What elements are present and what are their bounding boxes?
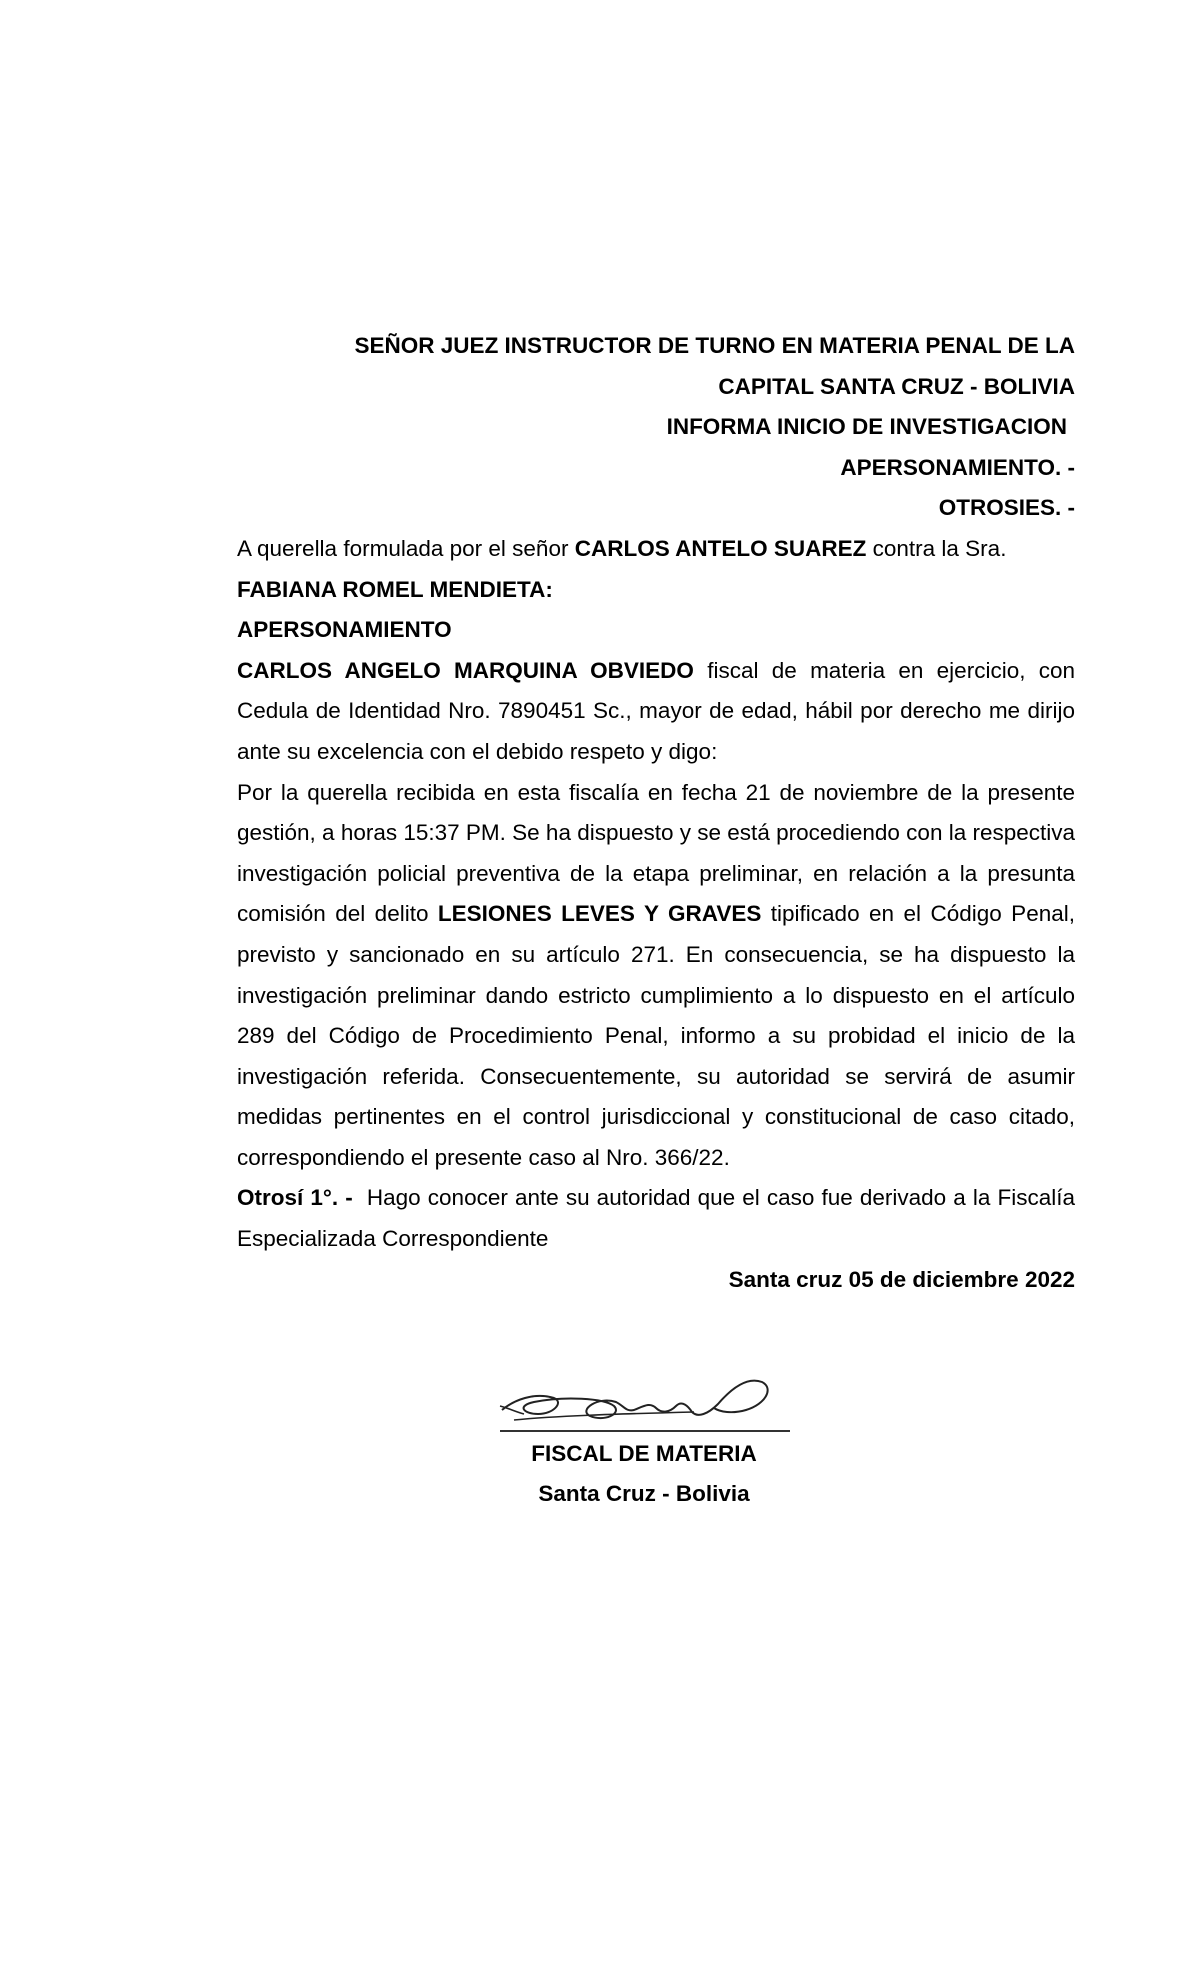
- querella-defendant: FABIANA ROMEL MENDIETA:: [237, 576, 553, 602]
- signer-title: FISCAL DE MATERIA: [531, 1441, 757, 1466]
- signer-location: Santa Cruz - Bolivia: [538, 1481, 750, 1506]
- header-line-2: CAPITAL SANTA CRUZ - BOLIVIA: [718, 373, 1075, 399]
- crime-name: LESIONES LEVES Y GRAVES: [437, 901, 762, 927]
- signature-line: [500, 1430, 790, 1432]
- header-line-4: APERSONAMIENTO. -: [840, 454, 1075, 480]
- otrosi-label: Otrosí 1°. -: [237, 1185, 353, 1211]
- document-date: Santa cruz 05 de diciembre 2022: [728, 1266, 1075, 1292]
- header-line-3: INFORMA INICIO DE INVESTIGACION: [666, 414, 1067, 440]
- apersonamiento-paragraph: [237, 651, 1075, 773]
- apersonamiento-text: fiscal de materia en ejercicio, con Cedula de Identidad Nro. 7890451 Sc., mayor de edad, hábil por derecho me dirijo ante su excelencia con el debido respeto y digo:: [237, 657, 1076, 764]
- otrosi-text: Hago conocer ante su autoridad que el caso fue derivado a la Fiscalía Especializada Correspondiente: [237, 1185, 1082, 1252]
- document-body: [237, 326, 1082, 1300]
- querella-plaintiff: CARLOS ANTELO SUAREZ: [574, 535, 867, 561]
- querella-intro: A querella formulada por el señor: [237, 535, 575, 561]
- header-line-5: OTROSIES. -: [938, 495, 1075, 521]
- main-paragraph: [237, 773, 1075, 1179]
- header-line-1: SEÑOR JUEZ INSTRUCTOR DE TURNO EN MATERIA PENAL DE LA: [354, 333, 1075, 358]
- apersonamiento-title: APERSONAMIENTO: [237, 617, 452, 643]
- signature-block: [494, 1362, 784, 1432]
- signature-icon: [494, 1362, 784, 1432]
- main-text-part2: tipificado en el Código Penal, previsto y sancionado en su artículo 271. En consecuencia, se ha dispuesto la investigación preliminar dando estricto cumplimiento a lo dispuesto en el artículo 289 del Código de Procedimiento Penal, informo a su probidad el inicio de la investigación referida. Consecuentemente, su autoridad se servirá de asumir medidas pertinentes en el control jurisdiccional y constitucional de caso citado, correspondiendo el presente caso al Nro. 366/22.: [237, 901, 1075, 1170]
- main-text-part1: Por la querella recibida en esta fiscalía en fecha 21 de noviembre de la presente gestión, a horas 15:37 PM. Se ha dispuesto y se está procediendo con la respectiva investigación policial preventiva de la etapa preliminar, en relación a la presunta comisión del delito: [237, 779, 1076, 927]
- otrosi-paragraph: [237, 1178, 1082, 1259]
- prosecutor-name: CARLOS ANGELO MARQUINA OBVIEDO: [237, 657, 694, 683]
- querella-middle: contra la Sra.: [866, 535, 1007, 561]
- querella-paragraph: [237, 529, 1075, 570]
